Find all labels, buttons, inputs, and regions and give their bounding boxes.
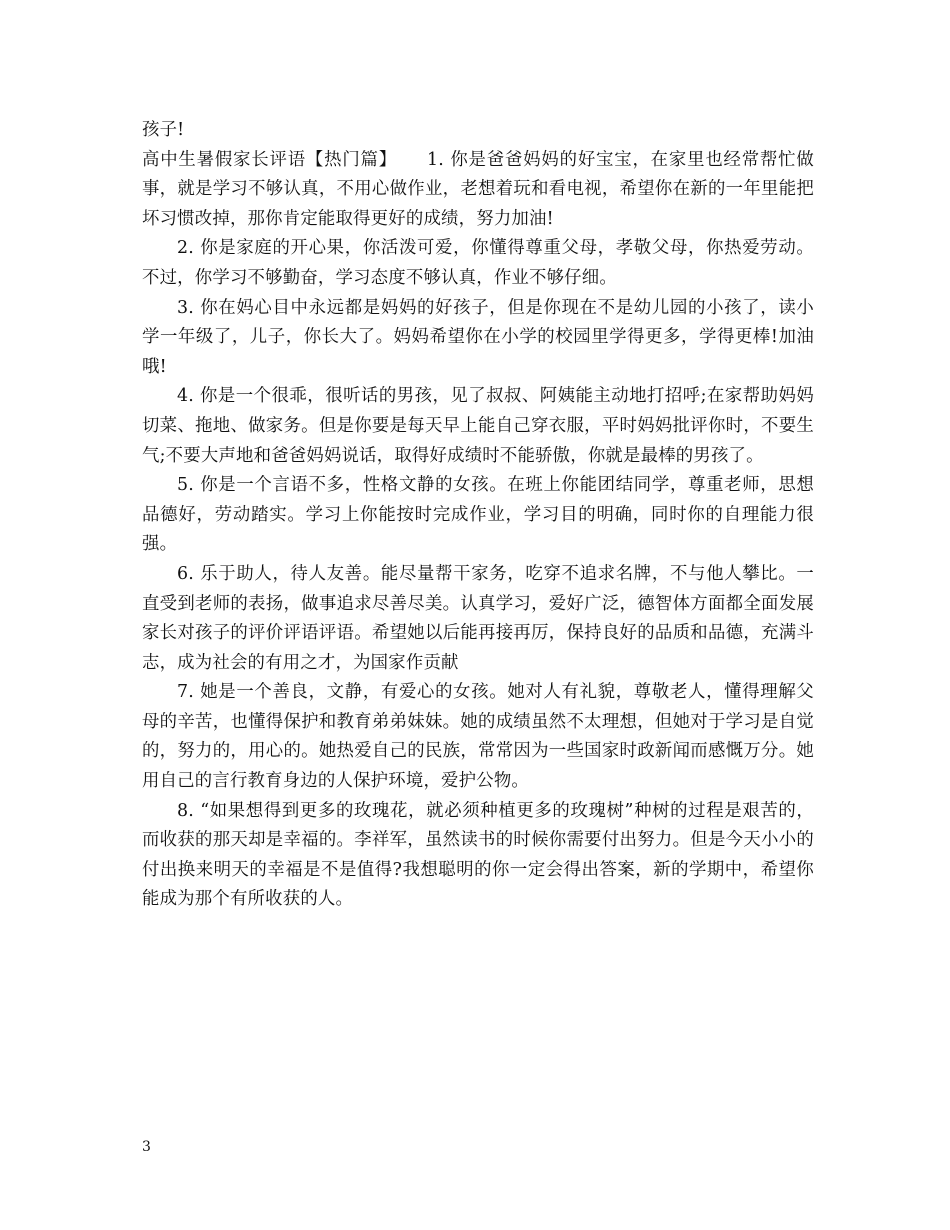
- item-text: 她是一个善良，文静，有爱心的女孩。她对人有礼貌，尊敬老人，懂得理解父母的辛苦，也懂得保护和教育弟弟妹妹。她的成绩虽然不太理想，但她对于学习是自觉的，努力的，用心的。她热爱自己的民族，常常因为一些国家时政新闻而感慨万分。她用自己的言行教育身边的人保护环境，爱护公物。: [142, 682, 814, 792]
- item-number: 7.: [177, 682, 194, 703]
- item-number: 4.: [177, 386, 194, 407]
- item-number: 5.: [177, 475, 194, 496]
- item-number: 3.: [177, 297, 194, 318]
- list-item: [142, 234, 814, 293]
- item-number: 8.: [177, 800, 194, 821]
- list-item: [142, 560, 814, 678]
- item-text: 你是一个很乖，很听话的男孩，见了叔叔、阿姨能主动地打招呼;在家帮助妈妈切菜、拖地、做家务。但是你要是每天早上能自己穿衣服，平时妈妈批评你时，不要生气;不要大声地和爸爸妈妈说话，取得好成绩时不能骄傲，你就是最棒的男孩了。: [142, 386, 814, 466]
- item-number: 2.: [177, 238, 194, 259]
- item-text: 你在妈心目中永远都是妈妈的好孩子，但是你现在不是幼儿园的小孩了，读小学一年级了，儿子，你长大了。妈妈希望你在小学的校园里学得更多，学得更棒!加油哦!: [142, 297, 814, 377]
- item-number: 1.: [426, 149, 444, 170]
- item-text: 你是家庭的开心果，你活泼可爱，你懂得尊重父母，孝敬父母，你热爱劳动。不过，你学习不够勤奋，学习态度不够认真，作业不够仔细。: [142, 238, 814, 288]
- item-text: “如果想得到更多的玫瑰花，就必须种植更多的玫瑰树”种树的过程是艰苦的，而收获的那天却是幸福的。李祥军，虽然读书的时候你需要付出努力。但是今天小小的付出换来明天的幸福是不是值得?我想聪明的你一定会得出答案，新的学期中，希望你能成为那个有所收获的人。: [142, 800, 814, 910]
- list-item: [142, 678, 814, 796]
- section-heading: 高中生暑假家长评语【热门篇】: [142, 149, 397, 170]
- list-item: [142, 797, 814, 915]
- document-body: [142, 116, 814, 915]
- lead-line: 孩子!: [142, 120, 185, 140]
- heading-paragraph: [142, 146, 814, 235]
- list-item: [142, 382, 814, 471]
- list-item: [142, 294, 814, 383]
- item-text: 你是一个言语不多，性格文静的女孩。在班上你能团结同学，尊重老师，思想品德好，劳动踏实。学习上你能按时完成作业，学习目的明确，同时你的自理能力很强。: [142, 475, 814, 555]
- item-text: 你是爸爸妈妈的好宝宝，在家里也经常帮忙做事，就是学习不够认真，不用心做作业，老想着玩和看电视，希望你在新的一年里能把坏习惯改掉，那你肯定能取得更好的成绩，努力加油!: [142, 149, 814, 229]
- page-number: 3: [142, 1139, 151, 1155]
- list-item: [142, 471, 814, 560]
- item-text: 乐于助人，待人友善。能尽量帮干家务，吃穿不追求名牌，不与他人攀比。一直受到老师的表扬，做事追求尽善尽美。认真学习，爱好广泛，德智体方面都全面发展家长对孩子的评价评语评语。希望她以后能再接再厉，保持良好的品质和品德，充满斗志，成为社会的有用之才，为国家作贡献: [142, 563, 814, 673]
- item-number: 6.: [177, 563, 194, 584]
